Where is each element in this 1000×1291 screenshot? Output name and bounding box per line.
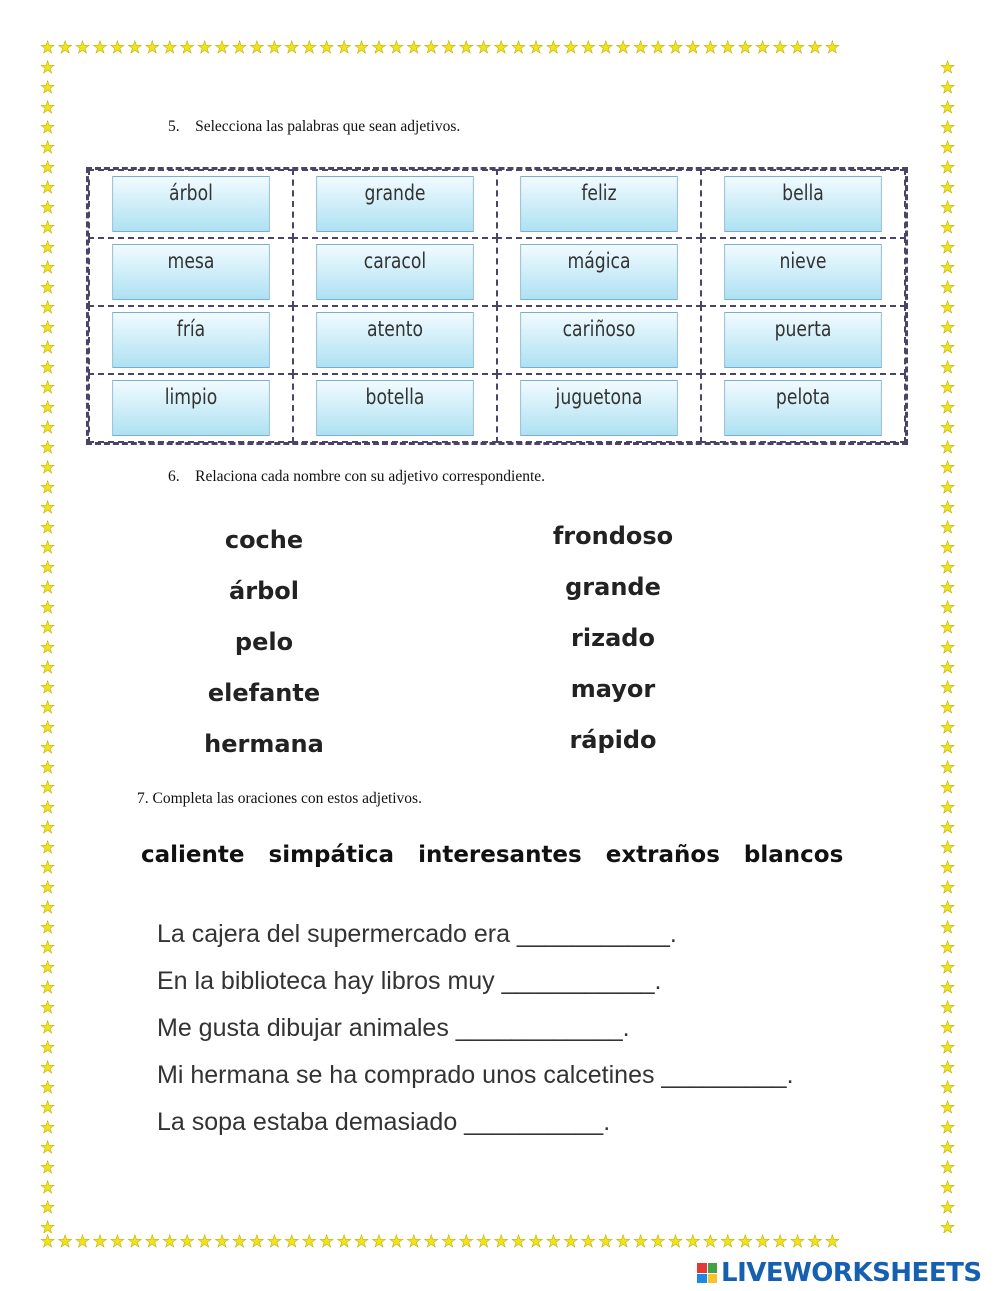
word-bank-item: extraños: [605, 842, 720, 868]
word-cell[interactable]: [292, 305, 498, 375]
liveworksheets-logo-icon: [697, 1263, 717, 1283]
adjective-item[interactable]: mayor: [570, 675, 656, 703]
word-bank: [141, 842, 843, 868]
sentence-item[interactable]: Mi hermana se ha comprado unos calcetines _________.: [157, 1061, 794, 1089]
exercise5-instruction: 5. Selecciona las palabras que sean adjetivos.: [168, 118, 461, 135]
star-border-left: ★ ★ ★ ★ ★ ★ ★ ★ ★ ★ ★ ★ ★ ★ ★ ★ ★ ★ ★ ★ ★ ★ ★ ★ ★ ★ ★ ★ ★ ★ ★ ★ ★ ★ ★ ★ ★ ★ ★ ★ ★ ★ ★ ★ ★ ★ ★ ★ ★ ★ ★ ★ ★ ★ ★ ★ ★ ★ ★: [40, 58, 56, 1233]
sentence-item[interactable]: La sopa estaba demasiado __________.: [157, 1108, 611, 1136]
word-label: limpio: [112, 380, 269, 436]
logo-text: LIVEWORKSHEETS: [721, 1258, 982, 1288]
word-label: mesa: [112, 244, 269, 300]
noun-item[interactable]: hermana: [204, 730, 324, 758]
word-bank-item: caliente: [141, 842, 245, 868]
noun-item[interactable]: coche: [224, 526, 304, 554]
word-cell[interactable]: [496, 373, 702, 443]
word-cell[interactable]: [496, 169, 702, 239]
sentence-item[interactable]: Me gusta dibujar animales ____________.: [157, 1014, 630, 1042]
word-label: botella: [316, 380, 473, 436]
adjective-selection-grid: [86, 167, 908, 445]
word-cell[interactable]: [292, 373, 498, 443]
word-label: fría: [112, 312, 269, 368]
noun-item[interactable]: elefante: [207, 679, 321, 707]
liveworksheets-logo: [697, 1258, 982, 1288]
exercise6-instruction: 6. Relaciona cada nombre con su adjetivo correspondiente.: [168, 468, 546, 485]
word-label: puerta: [724, 312, 881, 368]
word-cell[interactable]: [88, 373, 294, 443]
word-cell[interactable]: [292, 237, 498, 307]
adjective-item[interactable]: grande: [565, 573, 661, 601]
word-bank-item: blancos: [743, 842, 844, 868]
word-cell[interactable]: [88, 237, 294, 307]
nouns-column: [164, 526, 364, 781]
word-label: grande: [316, 176, 473, 232]
exercise7-instruction: 7. Completa las oraciones con estos adjetivos.: [137, 790, 422, 807]
word-label: nieve: [724, 244, 881, 300]
word-label: pelota: [724, 380, 881, 436]
star-border-top: ★★★★★★★★★★★★★★★★★★★★★★★★★★★★★★★★★★★★★★★★★★★★★★: [40, 39, 843, 56]
word-cell[interactable]: [88, 305, 294, 375]
word-cell[interactable]: [292, 169, 498, 239]
adjective-item[interactable]: rápido: [569, 726, 657, 754]
word-cell[interactable]: [700, 169, 906, 239]
noun-item[interactable]: pelo: [234, 628, 294, 656]
star-border-bottom: ★★★★★★★★★★★★★★★★★★★★★★★★★★★★★★★★★★★★★★★★★★★★★★: [40, 1233, 843, 1250]
adjective-item[interactable]: rizado: [571, 624, 655, 652]
word-label: atento: [316, 312, 473, 368]
noun-item[interactable]: árbol: [229, 577, 299, 605]
sentences-list: [157, 920, 794, 1155]
word-bank-item: simpática: [268, 842, 395, 868]
sentence-item[interactable]: La cajera del supermercado era ___________.: [157, 920, 677, 948]
word-label: mágica: [520, 244, 677, 300]
sentence-item[interactable]: En la biblioteca hay libros muy ___________.: [157, 967, 662, 995]
word-label: feliz: [520, 176, 677, 232]
word-label: bella: [724, 176, 881, 232]
adjectives-column: [513, 522, 713, 777]
word-label: árbol: [112, 176, 269, 232]
word-label: juguetona: [520, 380, 677, 436]
word-cell[interactable]: [88, 169, 294, 239]
word-cell[interactable]: [700, 237, 906, 307]
word-label: caracol: [316, 244, 473, 300]
word-cell[interactable]: [700, 373, 906, 443]
word-cell[interactable]: [496, 237, 702, 307]
word-bank-item: interesantes: [418, 842, 582, 868]
word-cell[interactable]: [496, 305, 702, 375]
adjective-item[interactable]: frondoso: [552, 522, 674, 550]
word-cell[interactable]: [700, 305, 906, 375]
word-label: cariñoso: [520, 312, 677, 368]
star-border-right: ★ ★ ★ ★ ★ ★ ★ ★ ★ ★ ★ ★ ★ ★ ★ ★ ★ ★ ★ ★ ★ ★ ★ ★ ★ ★ ★ ★ ★ ★ ★ ★ ★ ★ ★ ★ ★ ★ ★ ★ ★ ★ ★ ★ ★ ★ ★ ★ ★ ★ ★ ★ ★ ★ ★ ★ ★ ★ ★: [940, 58, 956, 1233]
